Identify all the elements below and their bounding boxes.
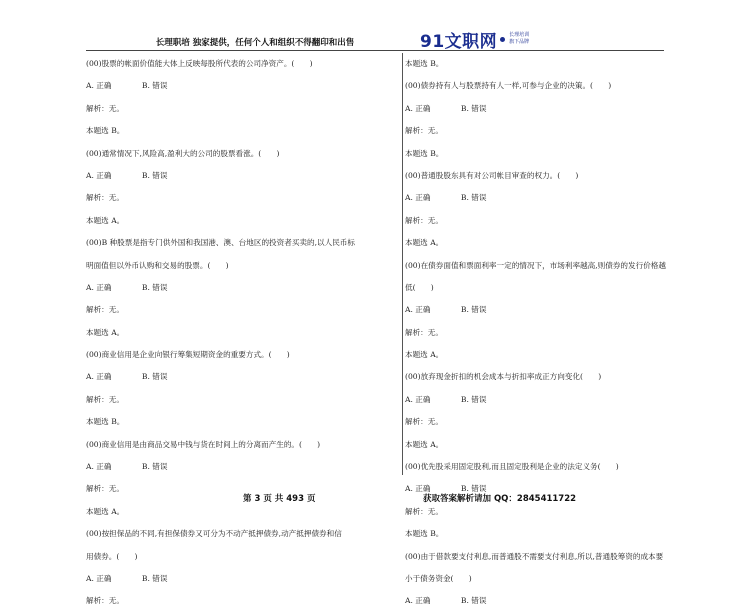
page-number: 第 3 页 共 493 页 xyxy=(243,494,316,504)
right-line: A. 正确 B. 错误 xyxy=(405,394,487,404)
left-line: 解析：无。 xyxy=(86,103,124,113)
right-line: (00)普通股股东具有对公司帐目审查的权力。( ) xyxy=(405,170,579,180)
site-logo xyxy=(420,27,529,51)
right-line: A. 正确 B. 错误 xyxy=(405,193,487,203)
left-line: 解析：无。 xyxy=(86,305,124,315)
right-line: A. 正确 B. 错误 xyxy=(405,103,487,113)
left-line: A. 正确 B. 错误 xyxy=(86,372,168,382)
left-line: A. 正确 B. 错误 xyxy=(86,81,168,91)
header-divider xyxy=(86,50,664,51)
right-line: 低( ) xyxy=(405,282,434,292)
right-line: 本题选 A。 xyxy=(405,439,444,449)
left-line: (00)B 种股票是指专门供外国和我国港、澳、台地区的投资者买卖的,以人民币标 xyxy=(86,238,355,248)
right-line: 本题选 A。 xyxy=(405,238,444,248)
left-line: A. 正确 B. 错误 xyxy=(86,170,168,180)
left-line: (00)通常情况下,风险高,盈利大的公司的股票看涨。( ) xyxy=(86,148,280,158)
left-line: 用债券。( ) xyxy=(86,551,138,561)
right-line: (00)债券持有人与股票持有人一样,可参与企业的决策。( ) xyxy=(405,81,612,91)
right-line: A. 正确 B. 错误 xyxy=(405,596,487,606)
logo-subtitle-line1: 长理培训 xyxy=(509,32,530,38)
logo-dot-icon xyxy=(500,37,505,42)
left-line: (00)按担保品的不同,有担保债券又可分为不动产抵押债券,动产抵押债券和信 xyxy=(86,529,342,539)
left-line: A. 正确 B. 错误 xyxy=(86,462,168,472)
left-line: 解析：无。 xyxy=(86,596,124,606)
left-line: 本题选 A。 xyxy=(86,506,125,516)
logo-text: 91文职网 xyxy=(420,31,498,52)
left-line: 解析：无。 xyxy=(86,193,124,203)
left-line: (00)股票的帐面价值能大体上反映每股所代表的公司净资产。( ) xyxy=(86,59,313,68)
right-line: 本题选 A。 xyxy=(405,350,444,360)
right-line: (00)优先股采用固定股利,而且固定股利是企业的法定义务( ) xyxy=(405,462,619,472)
right-line: 解析：无。 xyxy=(405,417,443,427)
logo-subtitle xyxy=(509,32,529,46)
left-line: 本题选 A。 xyxy=(86,215,125,225)
left-line: A. 正确 B. 错误 xyxy=(86,282,168,292)
right-line: 解析：无。 xyxy=(405,327,443,337)
left-line: 明面值但以外币认购和交易的股票。( ) xyxy=(86,260,229,270)
right-line: 本题选 B。 xyxy=(405,148,444,158)
left-line: 本题选 A。 xyxy=(86,327,125,337)
left-line: (00)商业信用是企业向银行筹集短期资金的重要方式。( ) xyxy=(86,350,290,360)
right-line: 解析：无。 xyxy=(405,506,443,516)
left-line: A. 正确 B. 错误 xyxy=(86,573,168,583)
left-line: 解析：无。 xyxy=(86,394,124,404)
right-line: 本题选 B。 xyxy=(405,59,444,68)
right-line: (00)由于借款要支付利息,而普通股不需要支付利息,所以,普通股筹资的成本要 xyxy=(405,551,664,561)
header-copyright-note: 长理职培 独家提供，任何个人和组织不得翻印和出售 xyxy=(155,38,355,48)
logo-subtitle-line2: 旗下品牌 xyxy=(509,39,530,45)
right-line: 解析：无。 xyxy=(405,126,443,136)
left-line: 本题选 B。 xyxy=(86,417,125,427)
left-line: (00)商业信用是由商品交易中钱与货在时间上的分离而产生的。( ) xyxy=(86,439,321,449)
right-line: (00)放弃现金折扣的机会成本与折扣率成正方向变化( ) xyxy=(405,372,602,382)
contact-note: 获取答案解析请加 QQ：2845411722 xyxy=(423,494,577,504)
right-line: (00)在债券面值和票面利率一定的情况下，市场利率越高,则债券的发行价格越 xyxy=(405,260,666,270)
right-line: 解析：无。 xyxy=(405,215,443,225)
right-line: A. 正确 B. 错误 xyxy=(405,484,487,494)
left-line: 本题选 B。 xyxy=(86,126,125,136)
right-line: 本题选 B。 xyxy=(405,529,444,539)
left-line: 解析：无。 xyxy=(86,484,124,494)
right-line: A. 正确 B. 错误 xyxy=(405,305,487,315)
right-line: 小于债务资金( ) xyxy=(405,573,472,583)
